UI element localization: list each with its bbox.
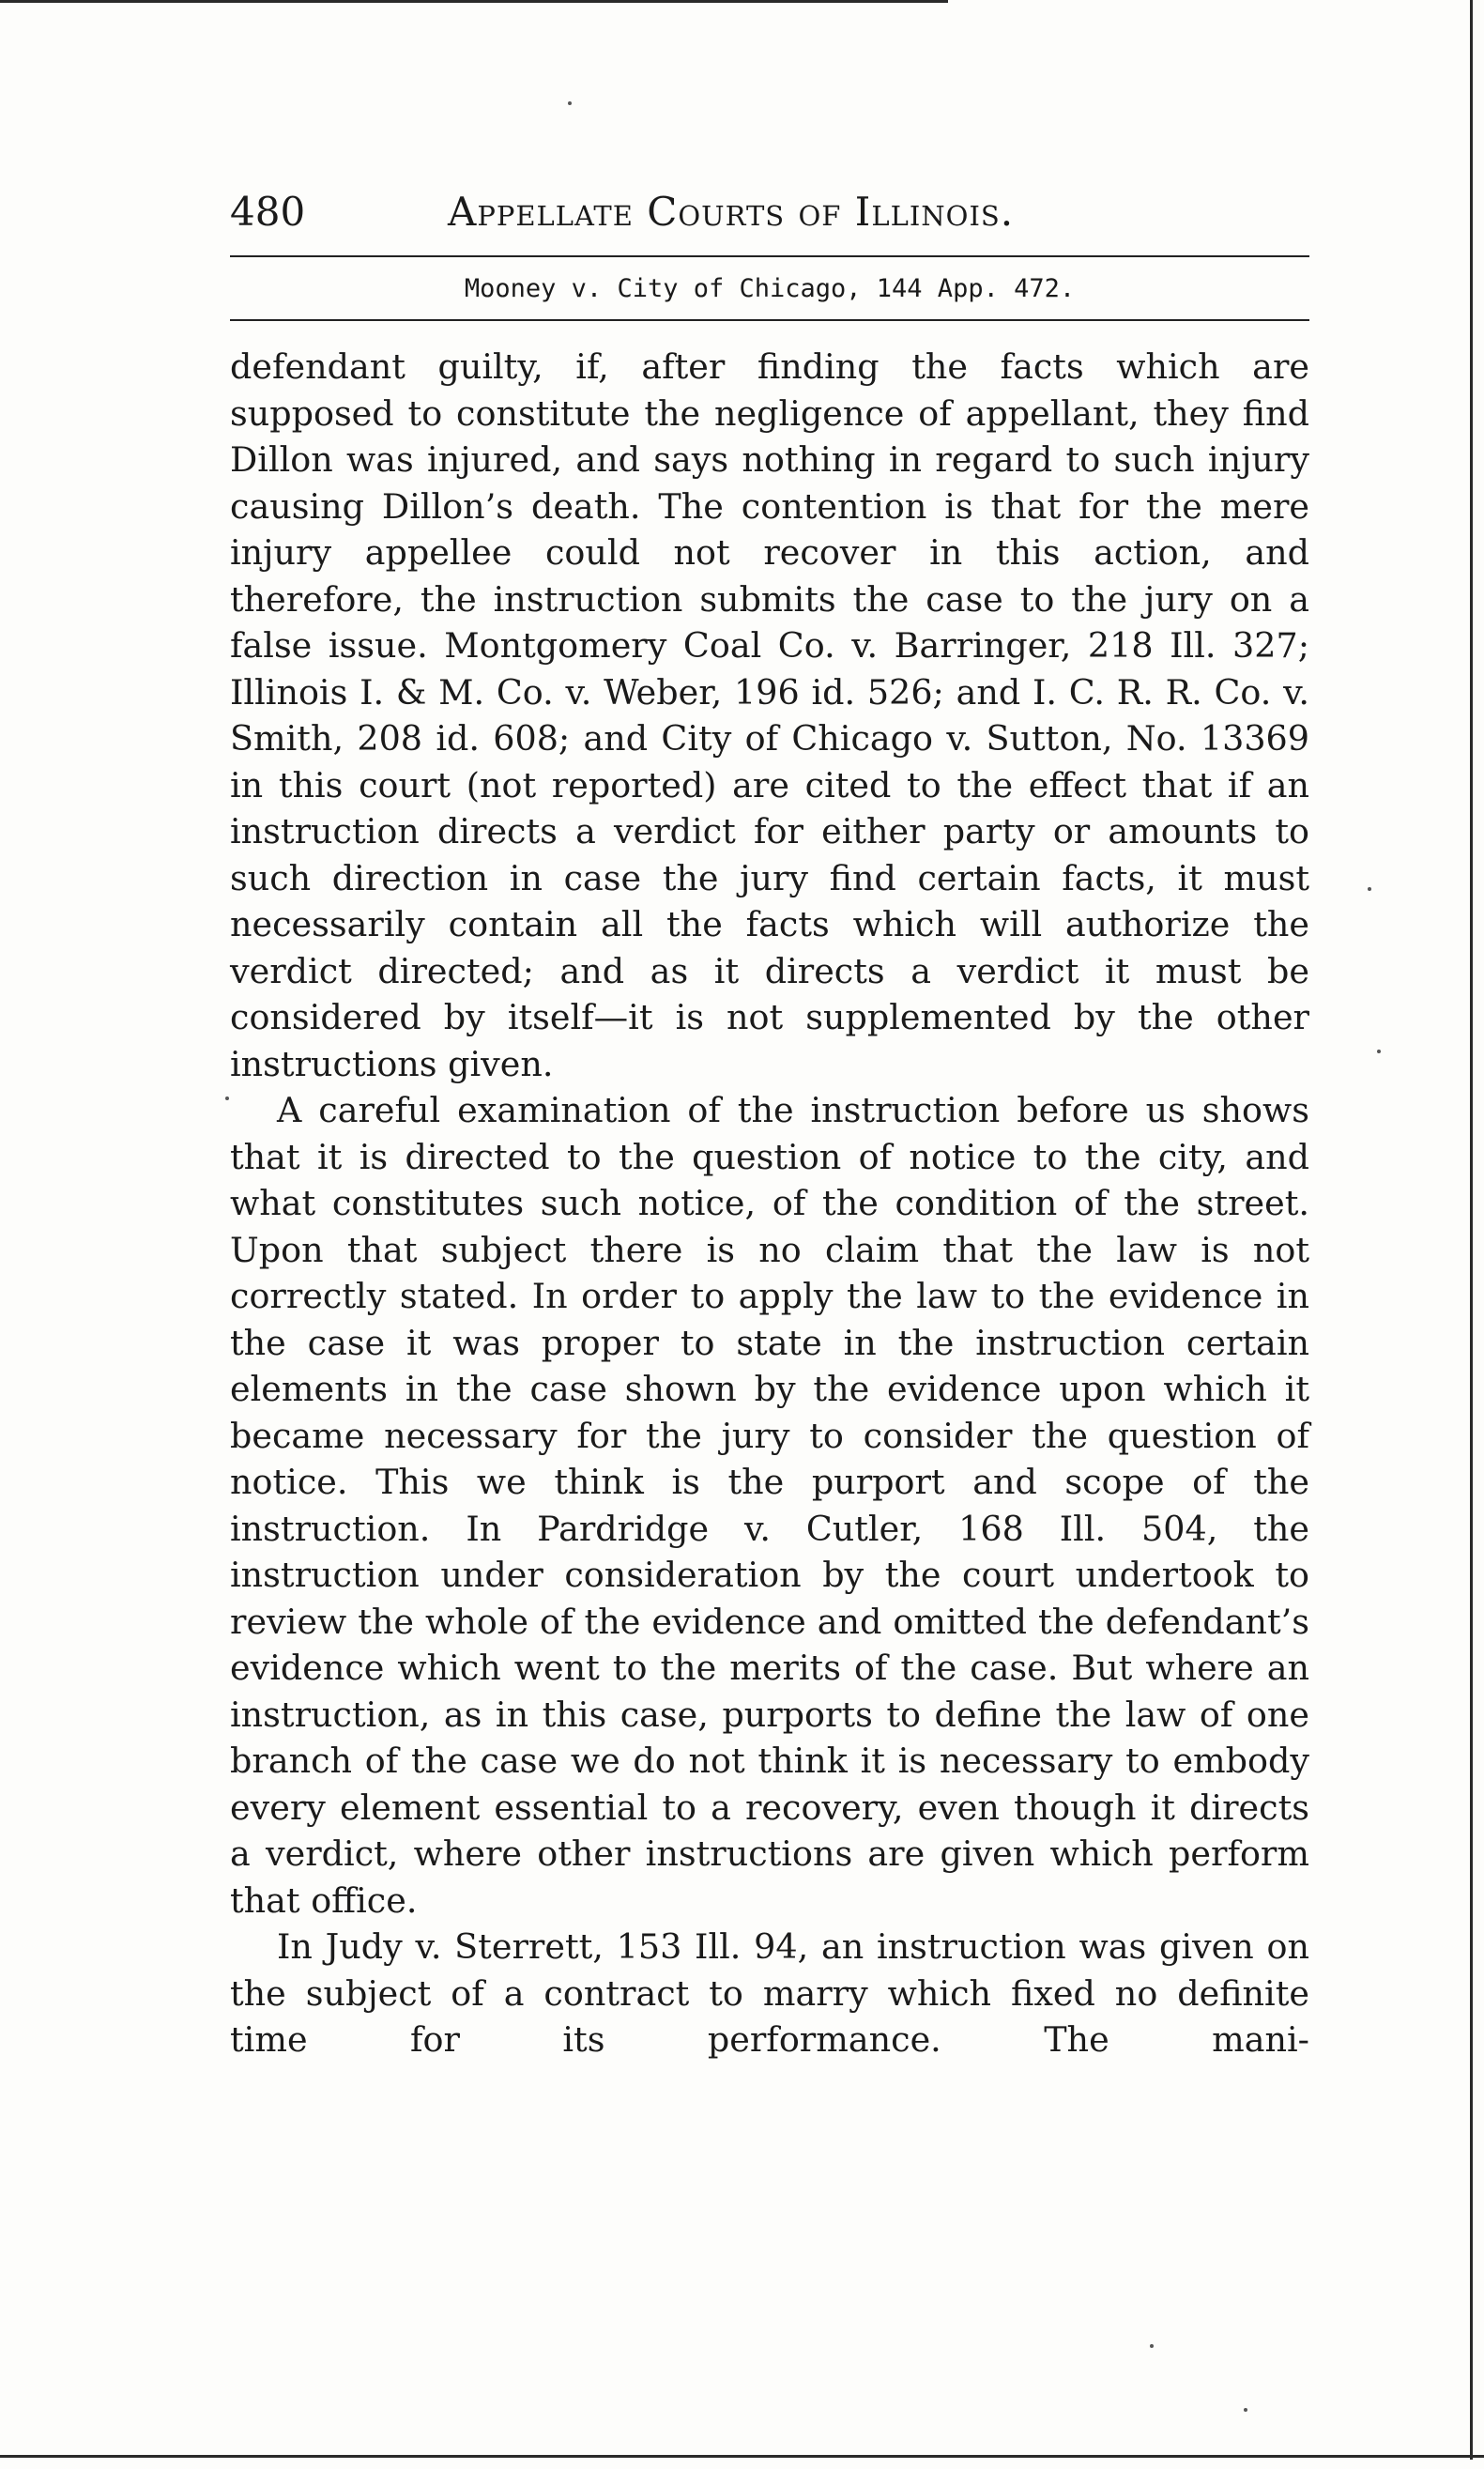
- running-head: [230, 186, 1309, 246]
- paragraph-2: A careful examination of the instruction before us shows that it is directed to the question of notice to the city, and what constitutes such notice, of the condition of the street. Upon that subject there is no claim that the law is not correctly stated. In order to apply the law to the evidence in the case it was proper to state in the instruction certain elements in the case shown by the evidence upon which it became necessary for the jury to consider the question of notice. This we think is the purport and scope of the instruction. In Pardridge v. Cutler, 168 Ill. 504, the instruction under consideration by the court undertook to review the whole of the evidence and omitted the defendant’s evidence which went to the merits of the case. But where an instruction, as in this case, purports to define the law of one branch of the case we do not think it is necessary to embody every element essential to a recovery, even though it directs a verdict, where other instructions are given which perform that office.: [230, 1090, 1309, 1921]
- scan-edge-bottom: [0, 2455, 1484, 2458]
- scan-speck: [1244, 2408, 1247, 2412]
- scan-speck: [568, 101, 572, 105]
- header-rule-bottom: [230, 319, 1309, 321]
- scan-edge-top: [0, 0, 948, 3]
- page-number: 480: [230, 189, 306, 235]
- scan-speck: [225, 1096, 229, 1100]
- scan-speck: [1150, 2344, 1154, 2348]
- body-text: [230, 344, 1309, 2063]
- running-title: Appellate Courts of Illinois.: [448, 189, 1015, 235]
- case-caption: Mooney v. City of Chicago, 144 App. 472.: [464, 274, 1076, 303]
- scan-speck: [1368, 887, 1371, 891]
- paragraph-1: defendant guilty, if, after finding the facts which are supposed to constitute the negligence of appellant, they find Dillon was injured, and says nothing in regard to such injury causing Dillon’s death. The contention is that for the mere injury appellee could not recover in this action, and therefore, the instruction submits the case to the jury on a false issue. Montgomery Coal Co. v. Barringer, 218 Ill. 327; Illinois I. & M. Co. v. Weber, 196 id. 526; and I. C. R. R. Co. v. Smith, 208 id. 608; and City of Chicago v. Sutton, No. 13369 in this court (not reported) are cited to the effect that if an instruction directs a verdict for either party or amounts to such direction in case the jury find certain facts, it must necessarily contain all the facts which will authorize the verdict directed; and as it directs a verdict it must be considered by itself—it is not supplemented by the other instructions given.: [230, 346, 1309, 1084]
- paragraph-3: In Judy v. Sterrett, 153 Ill. 94, an instruction was given on the subject of a contract to marry which fixed no definite time for its performance. The mani-: [230, 1926, 1309, 2060]
- scan-speck: [1377, 1050, 1381, 1053]
- scan-edge-right: [1470, 0, 1473, 2460]
- header-rule-top: [230, 255, 1309, 257]
